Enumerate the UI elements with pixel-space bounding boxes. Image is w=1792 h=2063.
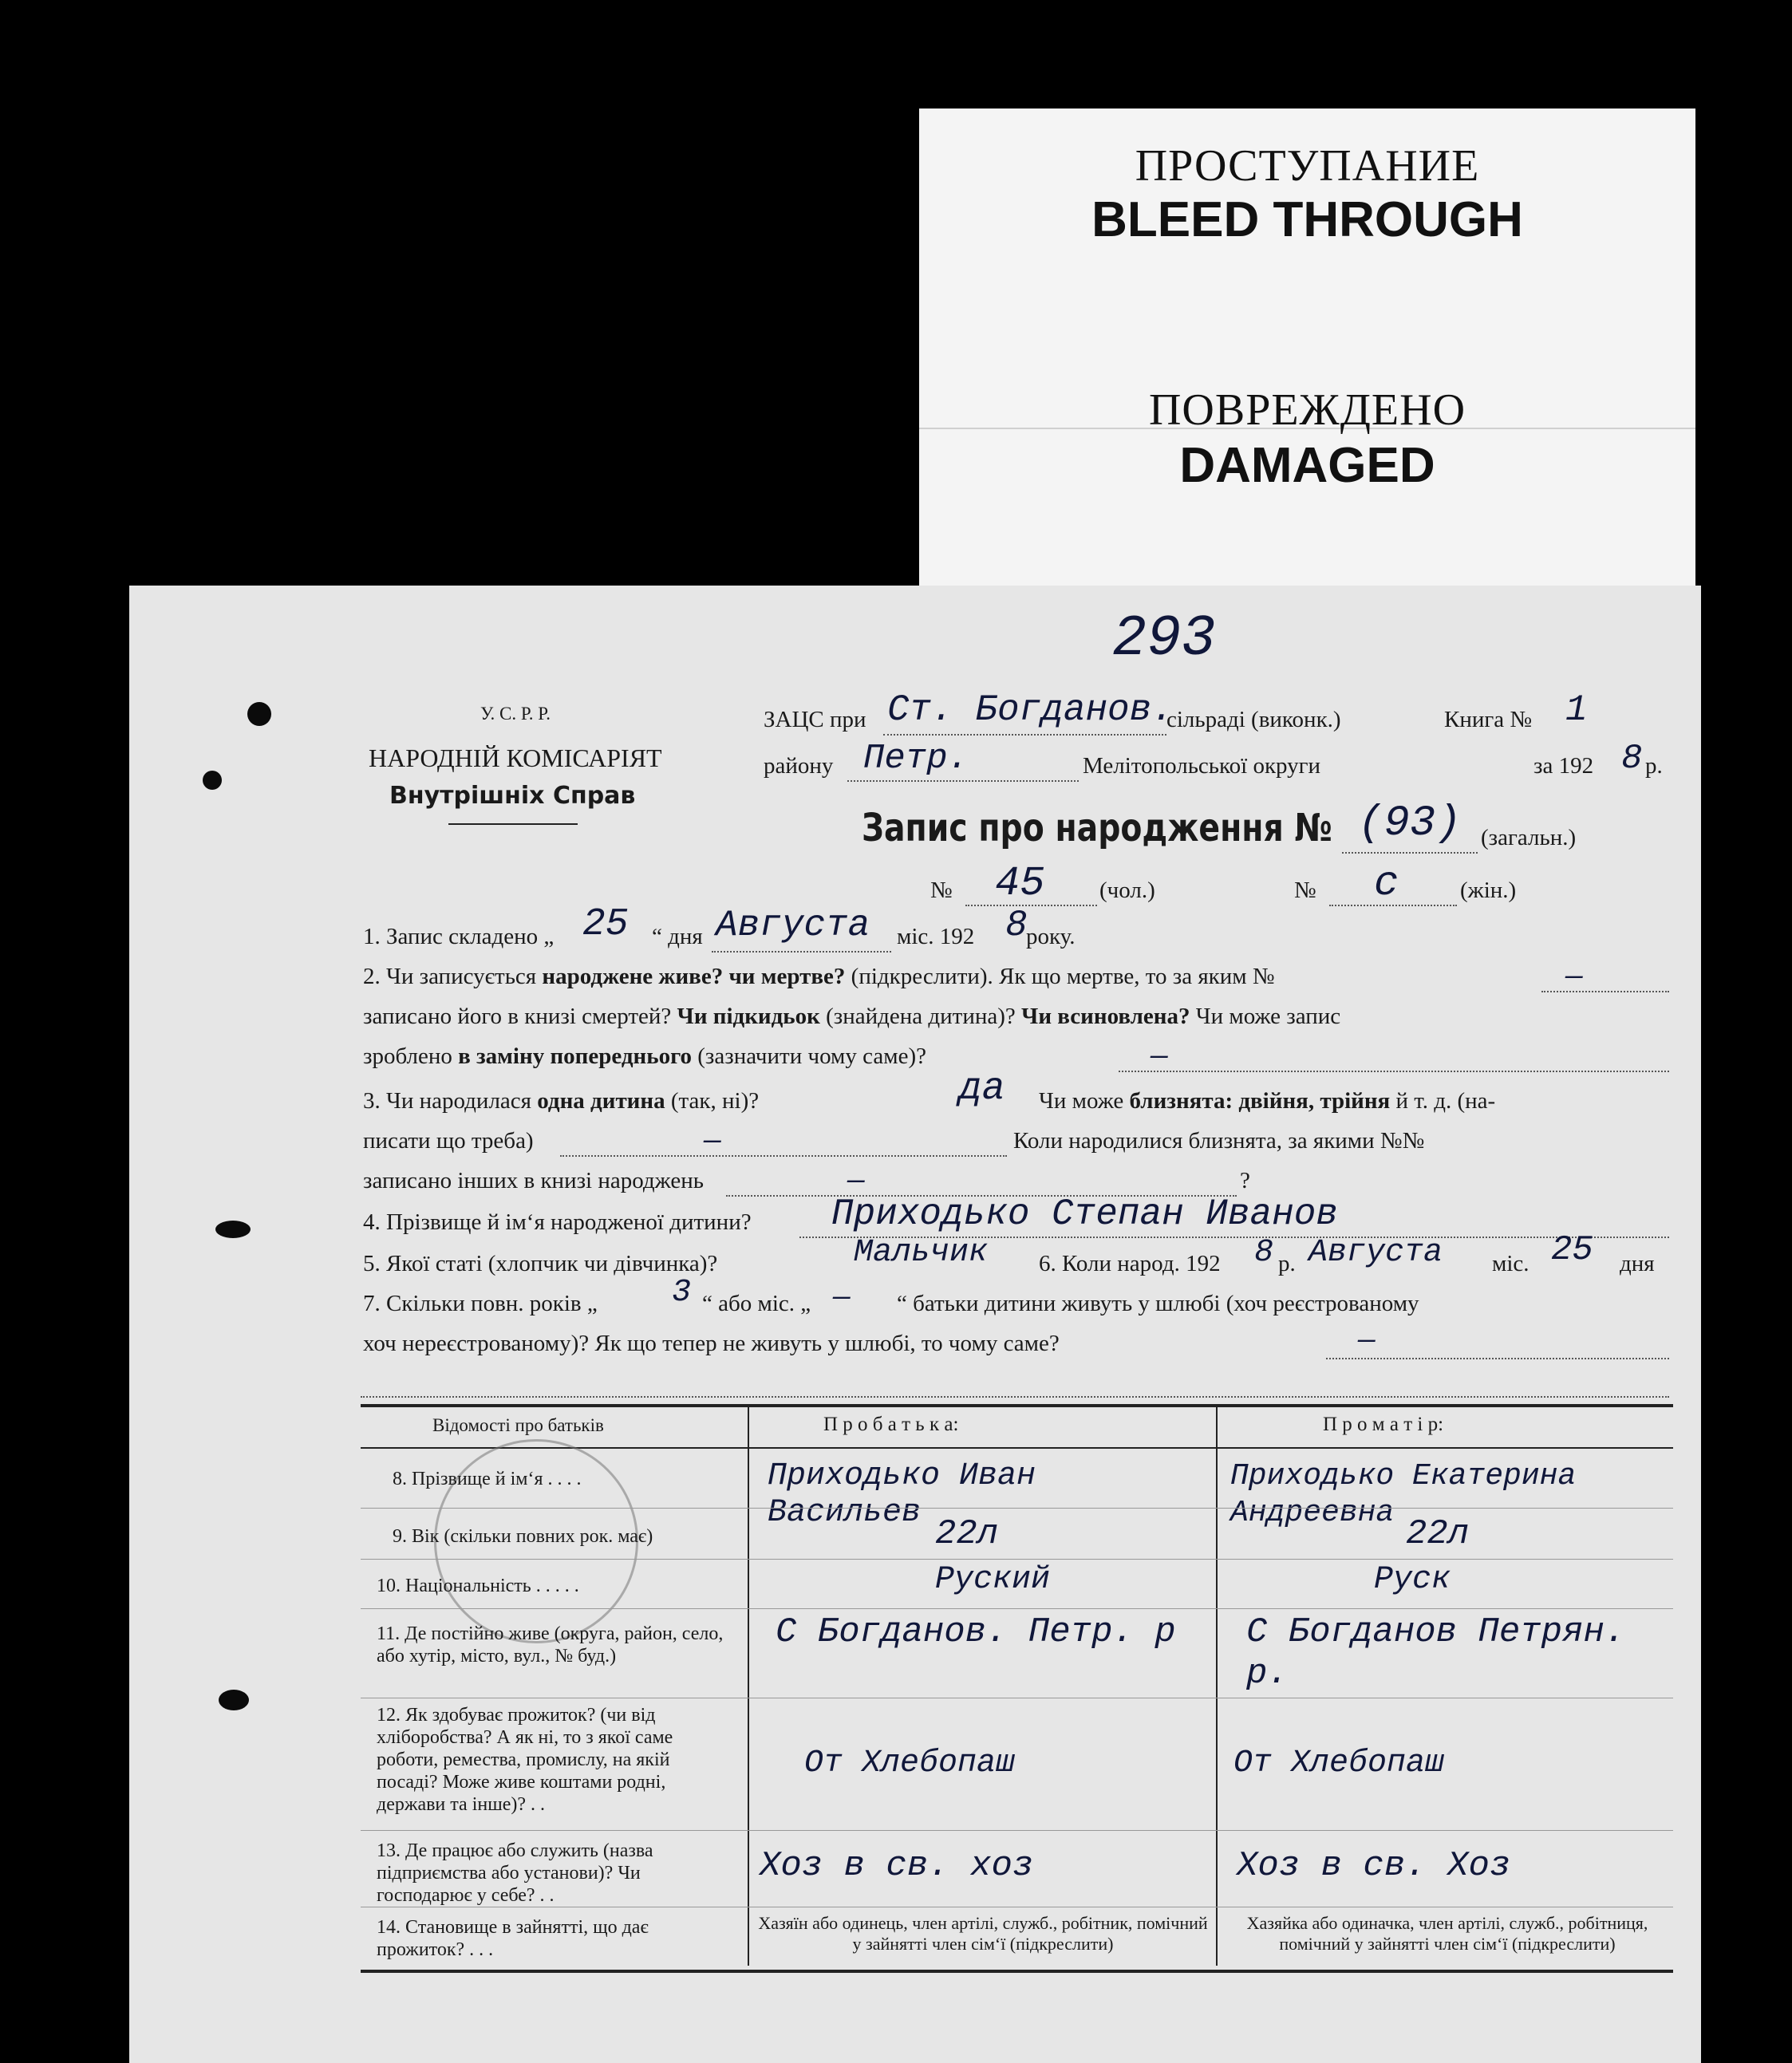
q2-line1: 2. Чи записується народжене живе? чи мертве? (підкреслити). Як що мертве, то за яким № [363,964,1275,989]
q2-line1-value: — [1565,960,1583,993]
header-underline [448,823,578,825]
q7-line2: хоч нереєстрованому)? Як що тепер не живуть у шлюбі, то чому саме? [363,1331,1060,1356]
row-sep [361,1608,1673,1609]
zags-value: Ст. Богданов. [887,689,1174,731]
female-no-label: № [1294,878,1316,903]
notice-damaged-en: DAMAGED [1179,438,1435,493]
notice-bleed-ru: ПРОСТУПАНИЕ [1135,141,1480,191]
female-label: (жін.) [1460,878,1517,903]
table-head-father: П р о б а т ь к а: [823,1414,959,1435]
row9-label: 9. Вік (скільки повних рок. має) [393,1526,653,1547]
row14-label: 14. Становище в зайнятті, що дає прожиток? . . . [377,1917,649,1960]
q1-label-b: “ дня [652,924,703,949]
year-suffix: р. [1645,753,1663,779]
q7-line2-value: — [1358,1324,1376,1357]
year-value: 8 [1621,739,1643,779]
row10-mother: Руск [1374,1562,1451,1598]
notice-card [919,108,1695,603]
q1-month: Августа [716,905,870,946]
table-col-divider-1 [748,1407,749,1966]
q6-label: 6. Коли народ. 192 [1039,1251,1221,1276]
q4-value: Приходько Степан Иванов [831,1193,1338,1235]
okrug-label: Мелітопольської округи [1083,753,1321,779]
q3-line2-a: писати що треба) [363,1128,534,1154]
q6-month: Августа [1308,1235,1443,1271]
q1-label-d: року. [1026,924,1076,949]
table-top-rule [361,1404,1673,1407]
q3-line2-value: — [704,1125,721,1158]
q2-line3-value: — [1151,1040,1168,1073]
row13-father: Хоз в св. хоз [760,1846,1034,1886]
header-dept: Внутрішніх Справ [389,782,636,810]
q7-line1-b: “ або міс. „ [702,1291,811,1316]
row12-mother: От Хлебопаш [1233,1745,1445,1781]
punch-hole [247,702,271,726]
raion-dots [847,780,1079,782]
row11-label: 11. Де постійно живе (округа, район, село, або хутір, місто, вул., № буд.) [377,1623,724,1667]
q1-year: 8 [1005,905,1028,946]
book-label: Книга № [1444,707,1533,732]
row8-label: 8. Прізвище й ім‘я . . . . [393,1469,582,1489]
record-number-dots [1342,852,1478,854]
raion-label: району [764,753,834,779]
q6-year: 8 [1254,1235,1274,1271]
notice-damaged-ru: ПОВРЕЖДЕНО [1148,385,1466,435]
q1-day: 25 [582,903,629,946]
row11-mother: С Богданов Петрян. р. [1246,1612,1626,1694]
birth-record-sheet [129,586,1701,2063]
zags-label: ЗАЦС при [764,707,866,732]
punch-hole [215,1221,251,1238]
record-title: Запис про народження № [862,806,1332,850]
row8-father: Приходько Иван Васильев [768,1458,1036,1531]
q7-line2-dots [1326,1358,1669,1359]
q5-label: 5. Якої статі (хлопчик чи дівчинка)? [363,1251,718,1276]
row9-mother: 22л [1406,1514,1470,1554]
female-no-value: с [1374,860,1399,907]
silradi-label: сільраді (виконк.) [1166,707,1341,732]
q1-label-c: міс. 192 [897,924,975,949]
q2-line3: зроблено в заміну попереднього (зазначити чому саме)? [363,1043,926,1069]
row8-mother: Приходько Екатерина Андреевна [1230,1459,1577,1530]
q3-line3-b: ? [1240,1168,1250,1193]
page-number: 293 [1112,606,1216,672]
q7-line1-c: “ батьки дитини живуть у шлюбі (хоч реєстрованому [897,1291,1419,1316]
q2-line2: записано його в книзі смертей? Чи підкидьок (знайдена дитина)? Чи всиновлена? Чи може запис [363,1004,1341,1029]
q6-r: р. [1278,1251,1296,1276]
row-sep [361,1830,1673,1831]
q4-label: 4. Прізвище й ім‘я народженої дитини? [363,1209,752,1235]
zags-dots [883,734,1166,736]
table-head-info: Відомості про батьків [432,1415,604,1435]
row13-mother: Хоз в св. Хоз [1237,1846,1511,1886]
q6-day: 25 [1551,1230,1593,1270]
header-state: У. С. Р. Р. [480,704,551,724]
header-commissariat: НАРОДНІЙ КОМІСАРІЯТ [369,744,662,772]
male-no-value: 45 [995,860,1045,907]
q3-line1-a: 3. Чи народилася одна дитина (так, ні)? [363,1088,760,1114]
q7-years: 3 [672,1275,692,1311]
row10-father: Руский [935,1562,1051,1598]
row14-father: Хазяїн або одинець, член артілі, служб., робітник, помічний у зайнятті член сім‘ї (підкреслити) [758,1913,1208,1954]
q1-label-a: 1. Запис складено „ [363,924,555,949]
raion-value: Петр. [863,739,969,779]
q2-line3-dots [1119,1071,1669,1072]
table-col-divider-2 [1216,1407,1218,1966]
q2-line1-dots [1541,991,1669,992]
row12-label: 12. Як здобуває прожиток? (чи від хліборобства? А як ні, то з якої саме роботи, ремества, промислу, на якій посаді? Може живе коштами родні, держави та інше)? . . [377,1705,673,1815]
q3-line2-b: Коли народилися близнята, за якими №№ [1013,1128,1425,1154]
q5-value: Мальчик [854,1235,989,1271]
row9-father: 22л [935,1514,999,1554]
q7-line1-a: 7. Скільки повн. років „ [363,1291,598,1316]
male-no-label: № [930,878,953,903]
q3-line2-dots [560,1155,1007,1157]
row10-label: 10. Національність . . . . . [377,1576,579,1596]
row11-father: С Богданов. Петр. р [776,1612,1176,1652]
table-head-mother: П р о м а т і р: [1323,1414,1444,1435]
book-value: 1 [1565,689,1588,731]
separator-dots [361,1396,1669,1398]
total-label: (загальн.) [1481,825,1577,850]
table-bottom-rule [361,1970,1673,1973]
male-label: (чол.) [1099,878,1155,903]
row-sep [361,1508,1673,1509]
row-sep [361,1559,1673,1560]
punch-hole [219,1690,249,1710]
q6-dnia: дня [1620,1251,1655,1276]
q3-line1-b: Чи може близнята: двійня, трійня й т. д. (на- [1039,1088,1496,1114]
row12-father: От Хлебопаш [804,1745,1016,1781]
q3-line3-a: записано інших в книзі народжень [363,1168,704,1193]
q3-value: да [959,1067,1005,1110]
notice-bleed-en: BLEED THROUGH [1091,192,1523,247]
row13-label: 13. Де працює або служить (назва підприємства або установи)? Чи господарює у себе? . . [377,1840,653,1906]
year-label: за 192 [1533,753,1594,779]
record-number: (93) [1358,799,1462,848]
q3-line3-value: — [847,1165,865,1197]
punch-hole [203,771,222,790]
q7-months: — [833,1281,851,1314]
q6-mis: міс. [1492,1251,1530,1276]
q1-month-dots [712,951,891,953]
row14-mother: Хазяйка або одиначка, член артілі, служб., робітниця, помічний у зайнятті член сім‘ї (підкреслити) [1246,1913,1648,1954]
